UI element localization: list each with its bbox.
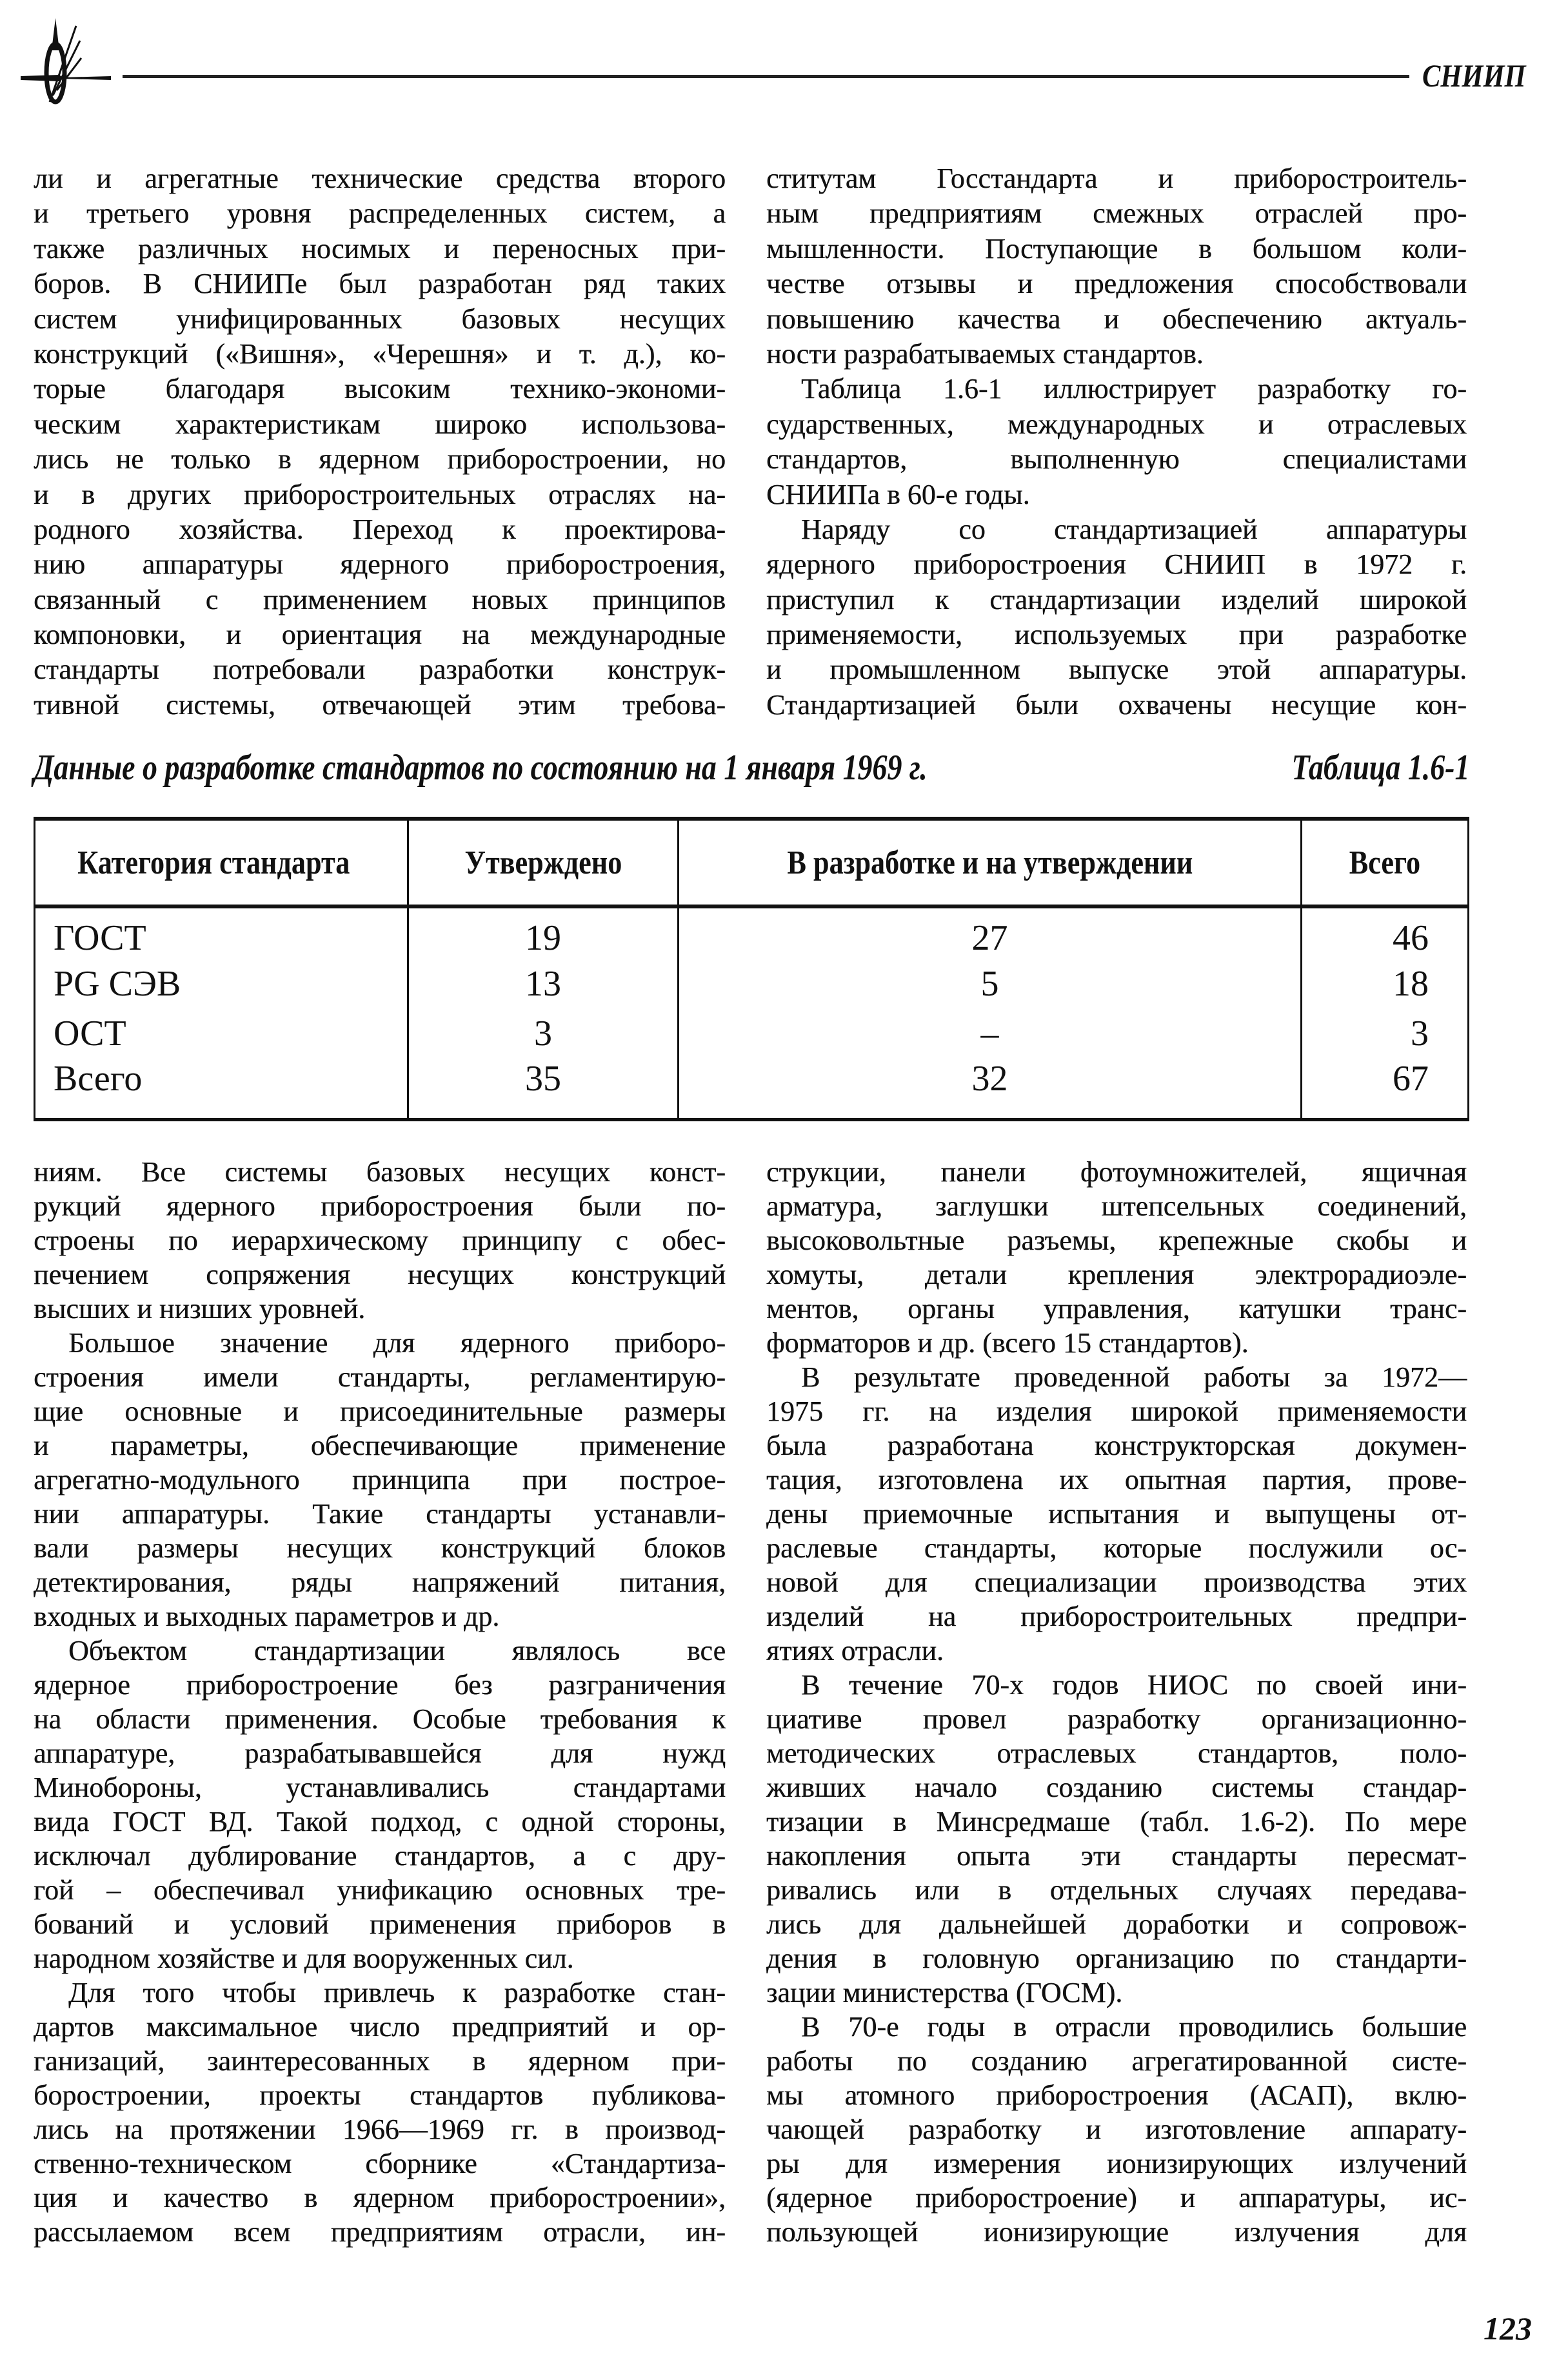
text-line: бований и условий применения приборов в bbox=[34, 1908, 726, 1940]
text-line: нию аппаратуры ядерного приборостроения, bbox=[34, 548, 726, 581]
header-label: Категория стандарта bbox=[77, 844, 350, 881]
text-line: детектирования, ряды напряжений питания, bbox=[34, 1566, 726, 1598]
text-line: изделий на приборостроительных предпри- bbox=[766, 1601, 1467, 1632]
text-line: дения в головную организацию по стандарти- bbox=[766, 1943, 1467, 1974]
running-head: СНИИП bbox=[1422, 57, 1526, 94]
text-line: 1975 гг. на изделия широкой применяемости bbox=[766, 1395, 1467, 1427]
table-cell: 5 bbox=[679, 959, 1302, 1008]
text-line: Таблица 1.6-1 иллюстрирует разработку го- bbox=[801, 373, 1467, 405]
text-line: ститутам Госстандарта и приборостроитель- bbox=[766, 163, 1467, 194]
text-column-top-right bbox=[766, 161, 1467, 723]
text-line: щие основные и присоединительные размеры bbox=[34, 1395, 726, 1427]
text-line: рассылаемом всем предприятиям отрасли, ин- bbox=[34, 2216, 726, 2248]
table-cell: 46 bbox=[1302, 906, 1469, 959]
table-cell: 67 bbox=[1302, 1058, 1469, 1119]
text-line: работы по созданию агрегатированной систе- bbox=[766, 2045, 1467, 2077]
text-line: В течение 70-х годов НИОС по своей ини- bbox=[801, 1669, 1467, 1701]
text-line: также различных носимых и переносных при- bbox=[34, 232, 726, 265]
text-line: чающей разработку и изготовление аппарату- bbox=[766, 2114, 1467, 2145]
text-line: В 70-е годы в отрасли проводились большие bbox=[801, 2011, 1467, 2043]
text-line: арматура, заглушки штепсельных соединений, bbox=[766, 1190, 1467, 1222]
text-line: ниям. Все системы базовых несущих конст- bbox=[34, 1156, 726, 1188]
table-cell: ГОСТ bbox=[35, 906, 408, 959]
text-column-bottom-left bbox=[34, 1155, 726, 2249]
text-line: торые благодаря высоким технико-экономи- bbox=[34, 373, 726, 405]
table-cell: 3 bbox=[1302, 1008, 1469, 1058]
text-line: тация, изготовлена их опытная партия, прове- bbox=[766, 1464, 1467, 1495]
text-line: Большое значение для ядерного приборо- bbox=[68, 1327, 726, 1359]
header-category bbox=[35, 819, 408, 906]
text-line: ривались или в отдельных случаях передава- bbox=[766, 1874, 1467, 1906]
header-approved bbox=[408, 819, 679, 906]
text-line: компоновки, и ориентация на международные bbox=[34, 619, 726, 651]
text-line: дартов максимальное число предприятий и ор- bbox=[34, 2011, 726, 2043]
text-line: СНИИПа в 60-е годы. bbox=[766, 478, 1030, 510]
text-line: нии аппаратуры. Такие стандарты устанавли- bbox=[34, 1498, 726, 1530]
text-line: зации министерства (ГОСМ). bbox=[766, 1977, 1123, 2008]
text-line: хомуты, детали крепления электрорадиоэле- bbox=[766, 1259, 1467, 1290]
text-line: стандарты потребовали разработки конструк- bbox=[34, 654, 726, 686]
table-cell: – bbox=[679, 1008, 1302, 1058]
text-line: Для того чтобы привлечь к разработке стан- bbox=[68, 1977, 726, 2008]
table-cell: 3 bbox=[408, 1008, 679, 1058]
text-line: и параметры, обеспечивающие применение bbox=[34, 1430, 726, 1461]
text-line: ядерного приборостроения СНИИП в 1972 г. bbox=[766, 548, 1467, 581]
text-line: мы атомного приборостроения (АСАП), вклю- bbox=[766, 2079, 1467, 2111]
text-line: агрегатно-модульного принципа при построе- bbox=[34, 1464, 726, 1495]
text-line: боров. В СНИИПе был разработан ряд таких bbox=[34, 268, 726, 300]
text-line: ческим характеристикам широко использова- bbox=[34, 408, 726, 440]
table-row bbox=[35, 959, 1469, 1008]
text-line: рукций ядерного приборостроения были по- bbox=[34, 1190, 726, 1222]
table-row bbox=[35, 1058, 1469, 1119]
page-number: 123 bbox=[1484, 2310, 1532, 2346]
sniip-logo-icon bbox=[14, 12, 117, 108]
text-line: народном хозяйстве и для вооруженных сил. bbox=[34, 1943, 574, 1974]
header-label: В разработке и на утверждении bbox=[787, 844, 1193, 881]
table-cell: 32 bbox=[679, 1058, 1302, 1119]
text-line: тизации в Минсредмаше (табл. 1.6-2). По мере bbox=[766, 1806, 1467, 1837]
table-caption-title: Данные о разработке стандартов по состоянию на 1 января 1969 г. bbox=[34, 748, 928, 788]
table-cell: 18 bbox=[1302, 959, 1469, 1008]
text-line: Стандартизацией были охвачены несущие кон- bbox=[766, 688, 1467, 721]
text-line: дены приемочные испытания и выпущены от- bbox=[766, 1498, 1467, 1530]
text-line: входных и выходных параметров и др. bbox=[34, 1601, 500, 1632]
text-line: Наряду со стандартизацией аппаратуры bbox=[801, 513, 1467, 545]
text-line: живших начало созданию системы стандар- bbox=[766, 1772, 1467, 1803]
text-line: печением сопряжения несущих конструкций bbox=[34, 1259, 726, 1290]
table-label: Таблица 1.6-1 bbox=[1291, 748, 1469, 788]
text-line: накопления опыта эти стандарты пересмат- bbox=[766, 1840, 1467, 1872]
header-label: Утверждено bbox=[464, 844, 622, 881]
text-line: ственно-техническом сборнике «Стандартиза- bbox=[34, 2148, 726, 2179]
text-line: новой для специализации производства этих bbox=[766, 1566, 1467, 1598]
text-line: лись для дальнейшей доработки и сопровож- bbox=[766, 1908, 1467, 1940]
text-line: ятиях отрасли. bbox=[766, 1635, 944, 1666]
text-line: боростроении, проекты стандартов публикова- bbox=[34, 2079, 726, 2111]
table-cell: 35 bbox=[408, 1058, 679, 1119]
table-caption bbox=[34, 747, 1469, 788]
header-total bbox=[1302, 819, 1469, 906]
text-line: мышленности. Поступающие в большом коли- bbox=[766, 232, 1467, 265]
text-line: исключал дублирование стандартов, а с дру- bbox=[34, 1840, 726, 1872]
text-line: лись на протяжении 1966—1969 гг. в производ- bbox=[34, 2114, 726, 2145]
text-line: систем унифицированных базовых несущих bbox=[34, 303, 726, 335]
table-cell: 19 bbox=[408, 906, 679, 959]
text-line: лись не только в ядерном приборостроении, но bbox=[34, 443, 726, 475]
text-line: ментов, органы управления, катушки транс- bbox=[766, 1293, 1467, 1325]
table-cell: PG СЭВ bbox=[35, 959, 408, 1008]
text-line: сударственных, международных и отраслевых bbox=[766, 408, 1467, 440]
text-line: вида ГОСТ ВД. Такой подход, с одной стороны, bbox=[34, 1806, 726, 1837]
text-line: и в других приборостроительных отраслях на- bbox=[34, 478, 726, 510]
table-cell: 13 bbox=[408, 959, 679, 1008]
header-rule bbox=[123, 75, 1409, 78]
text-line: В результате проведенной работы за 1972— bbox=[801, 1361, 1467, 1393]
text-line: честве отзывы и предложения способствовали bbox=[766, 268, 1467, 300]
text-line: (ядерное приборостроение) и аппаратуры, ис- bbox=[766, 2182, 1467, 2214]
text-line: ядерное приборостроение без разграничения bbox=[34, 1669, 726, 1701]
text-line: ли и агрегатные технические средства второго bbox=[34, 163, 726, 194]
text-line: ности разрабатываемых стандартов. bbox=[766, 337, 1204, 370]
table-row bbox=[35, 1008, 1469, 1058]
text-line: методических отраслевых стандартов, поло- bbox=[766, 1737, 1467, 1769]
text-line: гой – обеспечивал унификацию основных тре- bbox=[34, 1874, 726, 1906]
text-line: ганизаций, заинтересованных в ядерном при- bbox=[34, 2045, 726, 2077]
text-line: строения имели стандарты, регламентирую- bbox=[34, 1361, 726, 1393]
text-line: применяемости, используемых при разработке bbox=[766, 619, 1467, 651]
text-line: пользующей ионизирующие излучения для bbox=[766, 2216, 1467, 2248]
text-column-bottom-right bbox=[766, 1155, 1467, 2249]
table-cell: ОСТ bbox=[35, 1008, 408, 1058]
text-line: стандартов, выполненную специалистами bbox=[766, 443, 1467, 475]
text-line: аппаратуре, разрабатывавшейся для нужд bbox=[34, 1737, 726, 1769]
text-line: высших и низших уровней. bbox=[34, 1293, 366, 1325]
text-line: Объектом стандартизации являлось все bbox=[68, 1635, 726, 1666]
text-line: циативе провел разработку организационно- bbox=[766, 1703, 1467, 1735]
text-line: связанный с применением новых принципов bbox=[34, 583, 726, 615]
table-cell: Всего bbox=[35, 1058, 408, 1119]
text-line: на области применения. Особые требования к bbox=[34, 1703, 726, 1735]
text-line: конструкций («Вишня», «Черешня» и т. д.), ко- bbox=[34, 337, 726, 370]
text-line: струкции, панели фотоумножителей, ящичная bbox=[766, 1156, 1467, 1188]
standards-table bbox=[34, 817, 1469, 1121]
text-line: высоковольтные разъемы, крепежные скобы и bbox=[766, 1225, 1467, 1256]
text-line: и третьего уровня распределенных систем, а bbox=[34, 197, 726, 230]
text-line: повышению качества и обеспечению актуаль- bbox=[766, 303, 1467, 335]
text-line: ры для измерения ионизирующих излучений bbox=[766, 2148, 1467, 2179]
table-row bbox=[35, 906, 1469, 959]
header-label: Всего bbox=[1349, 844, 1421, 881]
header-in-progress bbox=[679, 819, 1302, 906]
text-column-top-left bbox=[34, 161, 726, 723]
text-line: форматоров и др. (всего 15 стандартов). bbox=[766, 1327, 1249, 1359]
table-header-row bbox=[35, 819, 1469, 906]
table-cell: 27 bbox=[679, 906, 1302, 959]
text-line: родного хозяйства. Переход к проектирова- bbox=[34, 513, 726, 545]
text-line: раслевые стандарты, которые послужили ос- bbox=[766, 1532, 1467, 1564]
text-line: строены по иерархическому принципу с обес- bbox=[34, 1225, 726, 1256]
text-line: и промышленном выпуске этой аппаратуры. bbox=[766, 654, 1467, 686]
text-line: тивной системы, отвечающей этим требова- bbox=[34, 688, 726, 721]
text-line: вали размеры несущих конструкций блоков bbox=[34, 1532, 726, 1564]
text-line: ция и качество в ядерном приборостроении», bbox=[34, 2182, 726, 2214]
text-line: Минобороны, устанавливались стандартами bbox=[34, 1772, 726, 1803]
text-line: приступил к стандартизации изделий широкой bbox=[766, 583, 1467, 615]
text-line: ным предприятиям смежных отраслей про- bbox=[766, 197, 1467, 230]
text-line: была разработана конструкторская докумен- bbox=[766, 1430, 1467, 1461]
